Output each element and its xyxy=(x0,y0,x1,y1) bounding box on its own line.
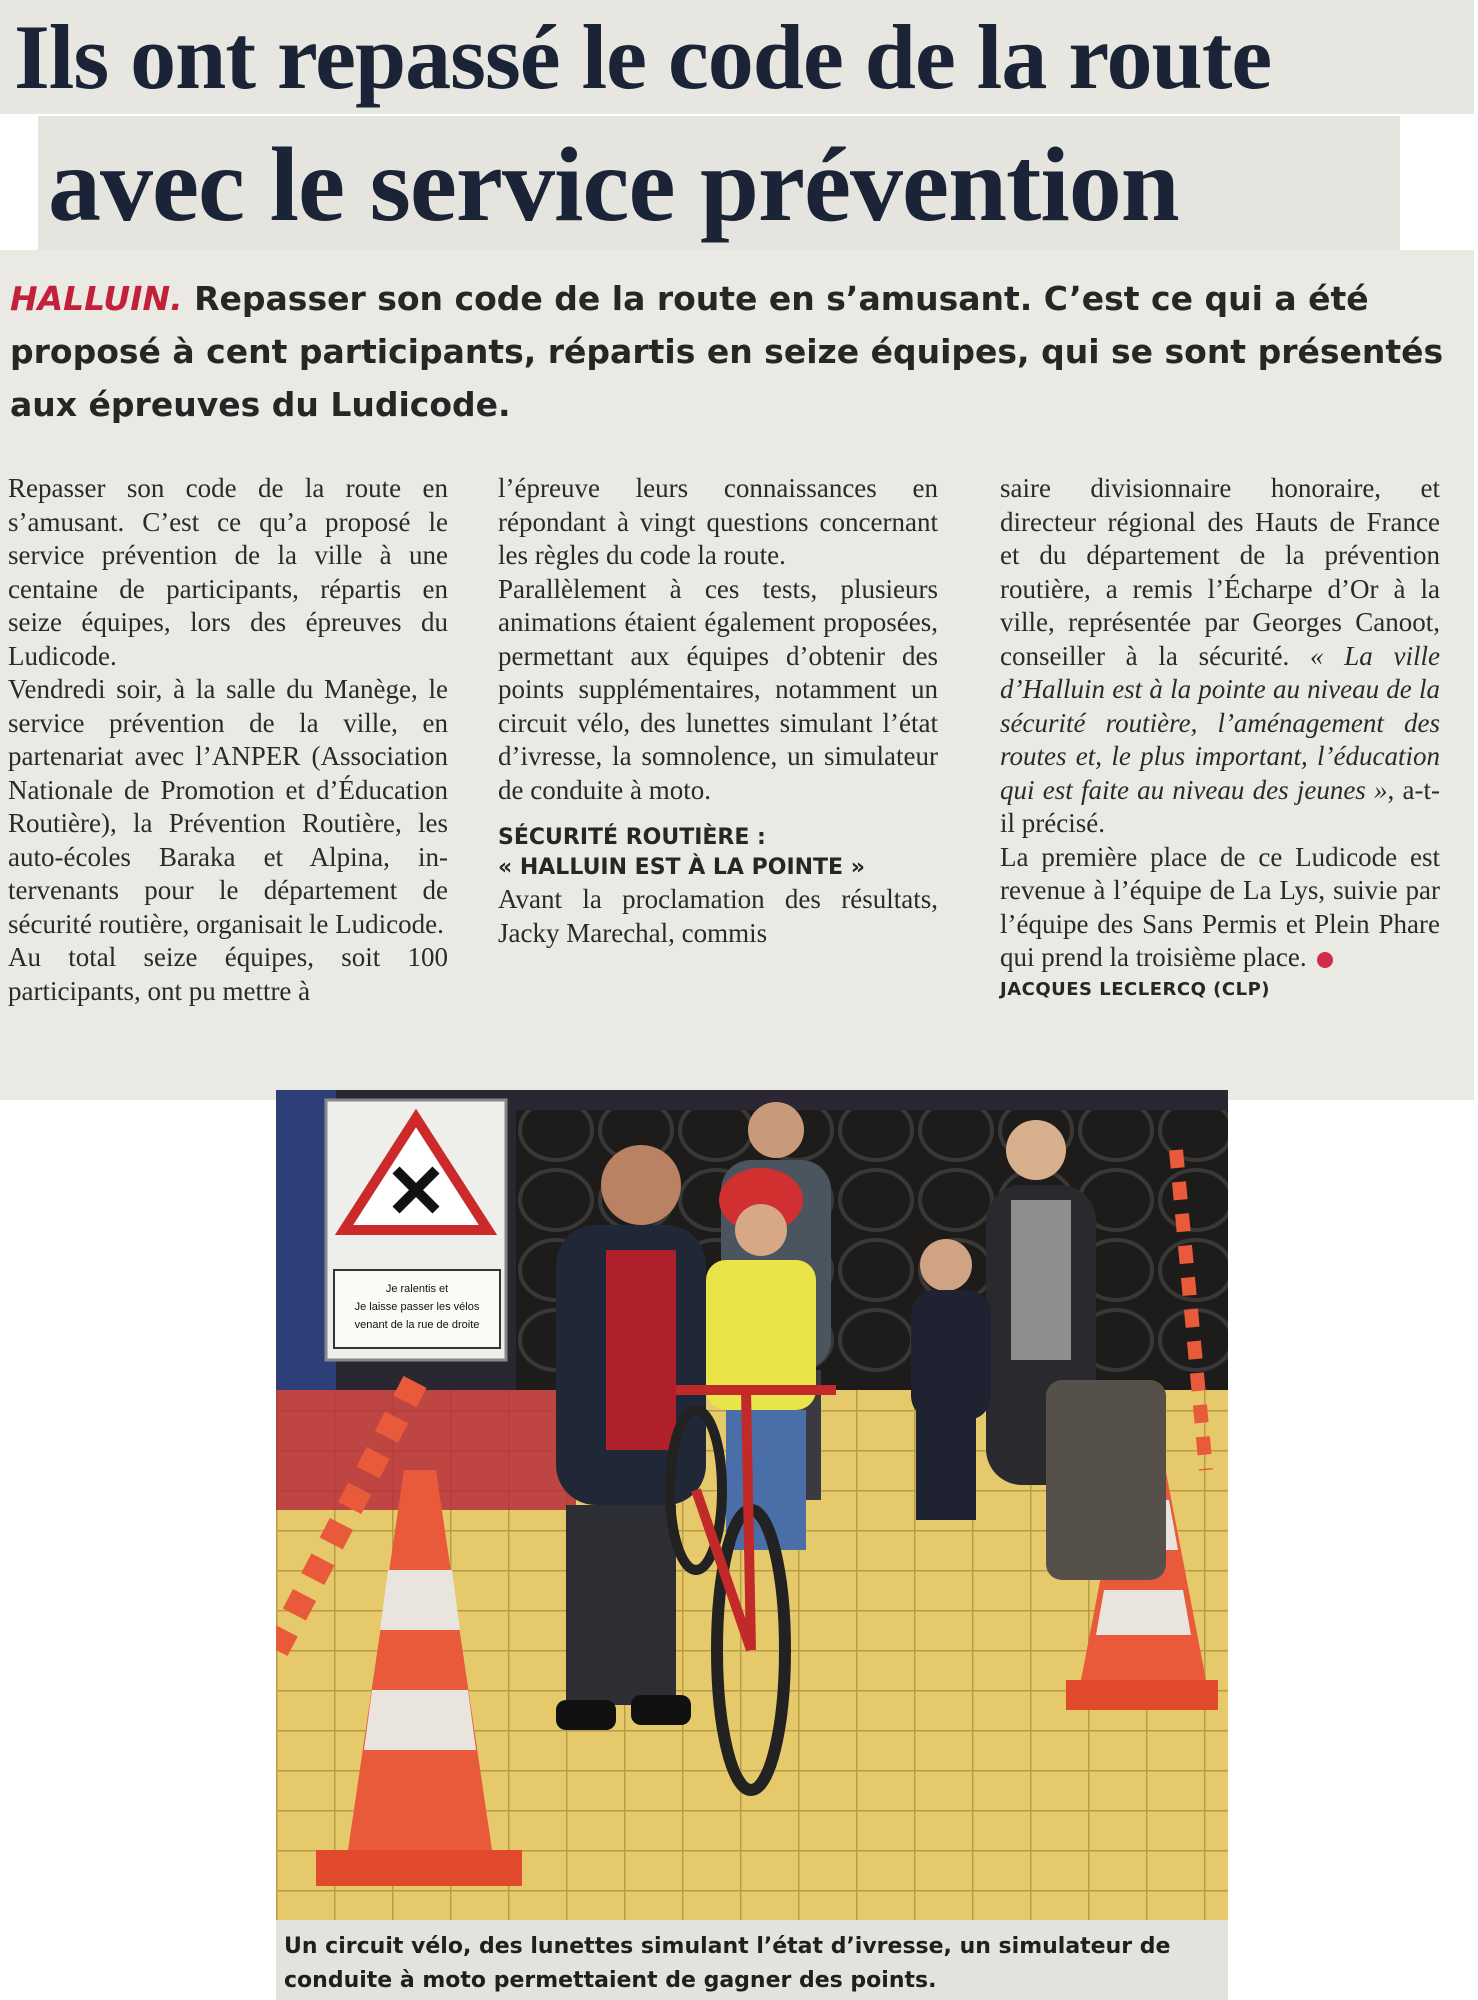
headline-clip-2 xyxy=(38,116,1400,250)
paragraph: l’épreuve leurs connaissances en répondant à vingt questions concernant les règles du code la route. xyxy=(498,473,938,570)
paragraph: Vendredi soir, à la salle du Manège, le service prévention de la ville, en partenariat avec l’ANPER (Association Nationale de Promotion et d’Éducation Routière), la Prévention Routière, les auto-écoles Baraka et Alpina, intervenants pour le département de sécurité routière, organisait le Ludicode. xyxy=(8,674,448,939)
subhead-line-2: « HALLUIN EST À LA POINTE » xyxy=(498,855,865,880)
article-lead xyxy=(10,272,1460,431)
article-column-1 xyxy=(8,472,448,1008)
svg-text:venant de la rue de droite: venant de la rue de droite xyxy=(354,1319,480,1331)
event-photo xyxy=(276,1090,1228,1920)
article-column-3 xyxy=(1000,472,1440,1005)
subhead-line-1: SÉCURITÉ ROUTIÈRE : xyxy=(498,825,766,850)
photo-caption: Un circuit vélo, des lunettes simulant l’état d’ivresse, un simulateur de conduite à moto permettaient de gagner des points. xyxy=(284,1934,1171,1993)
article-column-2 xyxy=(498,472,938,950)
paragraph: Avant la proclamation des résultats, Jacky Marechal, commis xyxy=(498,884,938,948)
paragraph: Au total seize équipes, soit 100 participants, ont pu mettre à xyxy=(8,942,448,1006)
svg-text:Je laisse passer les vélos: Je laisse passer les vélos xyxy=(354,1301,480,1313)
paragraph xyxy=(1000,472,1440,841)
svg-text:Je ralentis et: Je ralentis et xyxy=(385,1283,449,1295)
paragraph: Repasser son code de la route en s’amusant. C’est ce qu’a proposé le service prévention de la ville à une centaine de participants, répartis en seize équipes, lors des épreuves du Ludicode. xyxy=(8,473,448,671)
section-subhead xyxy=(498,823,938,883)
lead-text: Repasser son code de la route en s’amusant. C’est ce qui a été proposé à cent participants, répartis en seize équipes, qui se sont présentés aux épreuves du Ludicode. xyxy=(10,279,1444,424)
pull-quote: « La ville d’Halluin est à la pointe au niveau de la sécurité routière, l’aménagement des routes et, le plus important, l’éducation qui est faite au niveau des jeunes » xyxy=(1000,640,1440,805)
paragraph-start: saire divisionnaire honoraire, et directeur régional des Hauts de France et du département de la prévention routière, a remis l’Écharpe d’Or à la ville, représentée par Georges Canoot, conseiller à la sécurité. xyxy=(1000,473,1440,671)
paragraph: Parallèlement à ces tests, plusieurs animations étaient également proposées, permettant aux équipes d’obtenir des points supplémentaires, notamment un circuit vélo, des lunettes simulant l’état d’ivresse, la somnolence, un simulateur de conduite à moto. xyxy=(498,573,938,805)
headline-clip-1 xyxy=(0,0,1474,114)
dateline-place: HALLUIN. xyxy=(10,279,183,318)
paragraph-text: La première place de ce Ludicode est revenue à l’équipe de La Lys, suivie par l’équipe des Sans Permis et Plein Phare qui prend la troisième place. xyxy=(1000,841,1440,972)
headline-line-1: Ils ont repassé le code de la route xyxy=(14,6,1272,108)
paragraph-end: , a-t-il précisé. xyxy=(1000,774,1440,838)
end-mark-icon xyxy=(1317,952,1333,968)
paragraph xyxy=(1000,841,1440,975)
author-signature: JACQUES LECLERCQ (CLP) xyxy=(1000,978,1270,1000)
article-body-clip xyxy=(0,250,1474,1100)
photo-clip xyxy=(276,1090,1228,2000)
headline-line-2: avec le service prévention xyxy=(48,126,1179,243)
